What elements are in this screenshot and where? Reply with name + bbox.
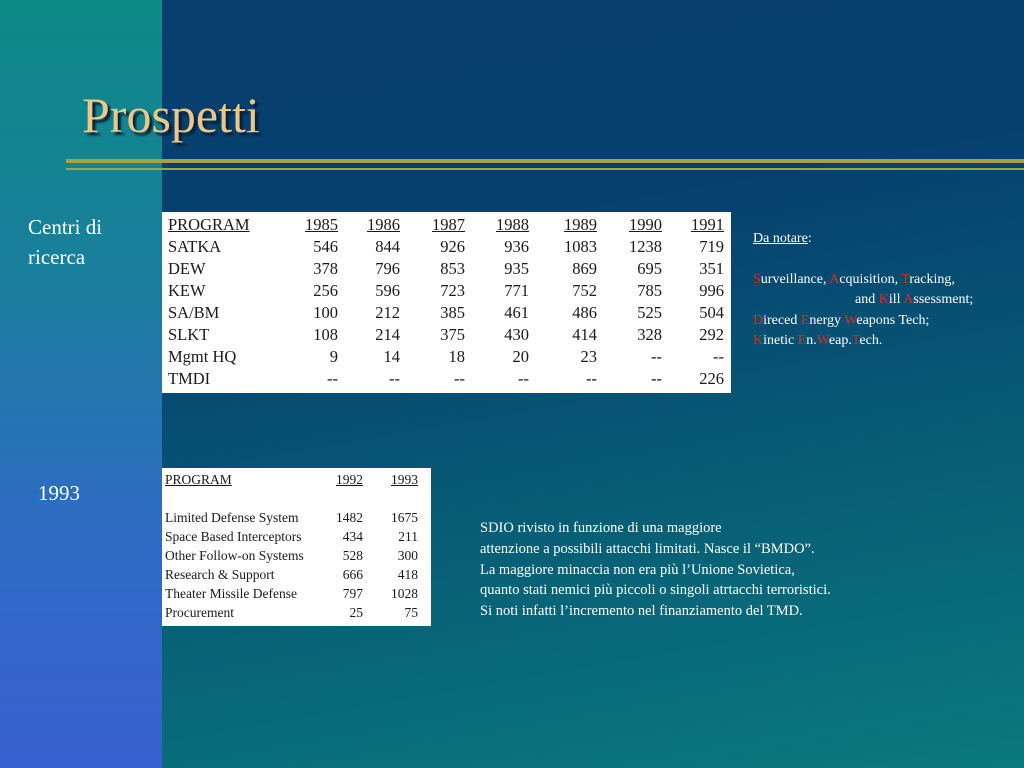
t1-value-cell: 1987 [432, 215, 465, 234]
t2-value-cell: 75 [404, 605, 418, 620]
t2-program-cell: Space Based Interceptors [165, 529, 302, 544]
t1-value-cell: 385 [440, 303, 465, 322]
t2-value-cell: 1028 [391, 586, 418, 601]
t2-value-cell: 1992 [336, 472, 363, 487]
acronym-letter: T [851, 333, 860, 348]
t1-program-cell: TMDI [168, 369, 211, 388]
t1-value-cell: -- [651, 347, 662, 366]
notes-text: racking, [909, 271, 955, 287]
t1-value-cell: 351 [699, 259, 724, 278]
t1-value-cell: 869 [572, 259, 597, 278]
t1-value-cell: 256 [313, 281, 338, 300]
notes-text: ech. [859, 333, 883, 348]
t1-value-cell: 18 [448, 347, 465, 366]
t2-value-cell: 1675 [391, 510, 418, 525]
notes-text: ireced [763, 312, 801, 328]
t1-program-cell: SLKT [168, 325, 210, 344]
notes-heading: Da notare [753, 231, 808, 246]
t1-value-cell: 853 [440, 259, 465, 278]
t1-value-cell: 1083 [564, 237, 597, 256]
t2-program-cell: Other Follow-on Systems [165, 548, 304, 563]
t1-value-cell: 935 [504, 259, 529, 278]
t1-program-cell: SA/BM [168, 303, 220, 322]
slide-title: Prospetti [82, 87, 260, 143]
acronym-letter: K [753, 333, 764, 348]
description-line: attenzione a possibili attacchi limitati. Nasce il “BMDO”. [480, 540, 815, 557]
notes-heading-line [753, 229, 1018, 250]
notes-heading-suffix: : [807, 231, 812, 246]
table-header-row [165, 470, 418, 489]
table-row [165, 565, 418, 584]
table-row [165, 508, 418, 527]
t1-program-cell: PROGRAM [168, 215, 250, 234]
t1-value-cell: 414 [572, 325, 597, 344]
t1-value-cell: 1991 [691, 215, 724, 234]
t2-value-cell: 1993 [391, 472, 418, 487]
t1-value-cell: 1985 [305, 215, 338, 234]
notes-text: ssessment; [913, 292, 974, 307]
notes-text: n. [806, 333, 817, 348]
t1-program-cell: SATKA [168, 237, 222, 256]
t1-value-cell: 1989 [564, 215, 597, 234]
notes-text: cquisition, [839, 271, 902, 287]
acronym-letter: T [901, 271, 910, 287]
notes-panel [753, 229, 1018, 352]
t1-program-cell: KEW [168, 281, 206, 300]
t2-program-cell: Limited Defense System [165, 510, 299, 525]
description-line: Si noti infatti l’incremento nel finanziamento del TMD. [480, 603, 803, 620]
acronym-letter: W [816, 333, 829, 348]
notes-text: and [855, 292, 879, 307]
acronym-letter: E [797, 333, 807, 348]
t2-value-cell: 666 [342, 567, 363, 582]
t1-value-cell: -- [713, 347, 724, 366]
table-row [168, 280, 724, 302]
t2-value-cell: 300 [397, 548, 418, 563]
acronym-letter: A [829, 271, 840, 287]
t1-value-cell: 752 [572, 281, 597, 300]
table-row [168, 324, 724, 346]
notes-text: eapons Tech; [856, 312, 930, 328]
t2-program-cell: Research & Support [165, 567, 275, 582]
notes-line-3 [753, 311, 1018, 332]
t2-value-cell: 211 [398, 529, 418, 544]
description-paragraph [480, 518, 910, 622]
t1-value-cell: 461 [504, 303, 529, 322]
t1-value-cell: 9 [329, 347, 338, 366]
t2-value-cell: 528 [342, 548, 363, 563]
t1-value-cell: 723 [440, 281, 465, 300]
acronym-letter: E [800, 312, 810, 328]
table-row [165, 584, 418, 603]
t1-value-cell: -- [389, 369, 400, 388]
notes-text: eap. [828, 333, 852, 348]
t1-value-cell: 486 [572, 303, 597, 322]
t1-value-cell: 796 [375, 259, 400, 278]
t1-value-cell: -- [327, 369, 338, 388]
t1-value-cell: 546 [313, 237, 338, 256]
t1-value-cell: -- [518, 369, 529, 388]
t2-program-cell: Theater Missile Defense [165, 586, 297, 601]
table-row [165, 603, 418, 622]
acronym-letter: W [844, 312, 857, 328]
t2-value-cell: 418 [397, 567, 418, 582]
acronym-letter: A [903, 292, 914, 307]
t1-value-cell: 695 [637, 259, 662, 278]
t1-value-cell: 226 [699, 369, 724, 388]
acronym-letter: D [753, 312, 764, 328]
acronym-letter: K [878, 292, 889, 307]
budget-table-1992-1993 [162, 468, 431, 626]
t1-value-cell: 936 [504, 237, 529, 256]
t1-value-cell: 1238 [629, 237, 662, 256]
t1-value-cell: 20 [512, 347, 529, 366]
t1-value-cell: 785 [637, 281, 662, 300]
title-rule-thin [66, 168, 1024, 170]
table-row [168, 258, 724, 280]
table-row [165, 527, 418, 546]
title-rule-thick [66, 159, 1024, 163]
table-row [168, 236, 724, 258]
section-label-year: 1993 [38, 481, 80, 505]
t1-value-cell: 378 [313, 259, 338, 278]
table-row [168, 346, 724, 368]
t1-value-cell: 1988 [496, 215, 529, 234]
t1-value-cell: -- [586, 369, 597, 388]
t1-value-cell: 214 [375, 325, 400, 344]
t1-value-cell: 525 [637, 303, 662, 322]
t1-program-cell: Mgmt HQ [168, 347, 237, 366]
t1-value-cell: -- [454, 369, 465, 388]
t1-value-cell: 14 [383, 347, 400, 366]
notes-line-4 [753, 331, 1018, 352]
notes-text: urveillance, [760, 271, 830, 287]
t1-value-cell: 292 [699, 325, 724, 344]
t1-value-cell: 504 [699, 303, 724, 322]
t2-value-cell: 1482 [336, 510, 363, 525]
t1-value-cell: 1986 [367, 215, 400, 234]
t1-value-cell: 430 [504, 325, 529, 344]
description-line: La maggiore minaccia non era più l’Unione Sovietica, [480, 561, 795, 578]
t2-program-cell: Procurement [165, 605, 234, 620]
notes-spacer [753, 250, 1018, 270]
t1-program-cell: DEW [168, 259, 206, 278]
table-row [168, 368, 724, 390]
t1-value-cell: 23 [580, 347, 597, 366]
t1-value-cell: 926 [440, 237, 465, 256]
acronym-letter: S [753, 271, 761, 287]
table-spacer-row [165, 489, 418, 508]
table-row [168, 302, 724, 324]
t1-value-cell: 1990 [629, 215, 662, 234]
table-row [165, 546, 418, 565]
budget-table-1985-1991 [162, 212, 731, 393]
notes-line-2 [753, 290, 1018, 311]
t1-value-cell: 212 [375, 303, 400, 322]
notes-text: inetic [763, 333, 798, 348]
t1-value-cell: 328 [637, 325, 662, 344]
notes-text: nergy [809, 312, 845, 328]
section-label-research-centers: Centri di ricerca [28, 215, 103, 269]
t2-value-cell: 797 [342, 586, 363, 601]
t1-value-cell: 596 [375, 281, 400, 300]
t1-value-cell: 844 [375, 237, 400, 256]
table-header-row [168, 214, 724, 236]
t1-value-cell: 100 [313, 303, 338, 322]
t2-program-cell: PROGRAM [165, 472, 232, 487]
notes-line-1 [753, 270, 1018, 291]
t2-value-cell: 25 [349, 605, 363, 620]
notes-text: ill [888, 292, 904, 307]
description-line: quanto stati nemici più piccoli o singoli atrtacchi terroristici. [480, 582, 831, 599]
t1-value-cell: 771 [504, 281, 529, 300]
t1-value-cell: 375 [440, 325, 465, 344]
description-line: SDIO rivisto in funzione di una maggiore [480, 520, 722, 536]
t1-value-cell: 996 [699, 281, 724, 300]
t1-value-cell: 108 [313, 325, 338, 344]
t2-value-cell: 434 [342, 529, 363, 544]
t1-value-cell: 719 [699, 237, 724, 256]
t1-value-cell: -- [651, 369, 662, 388]
